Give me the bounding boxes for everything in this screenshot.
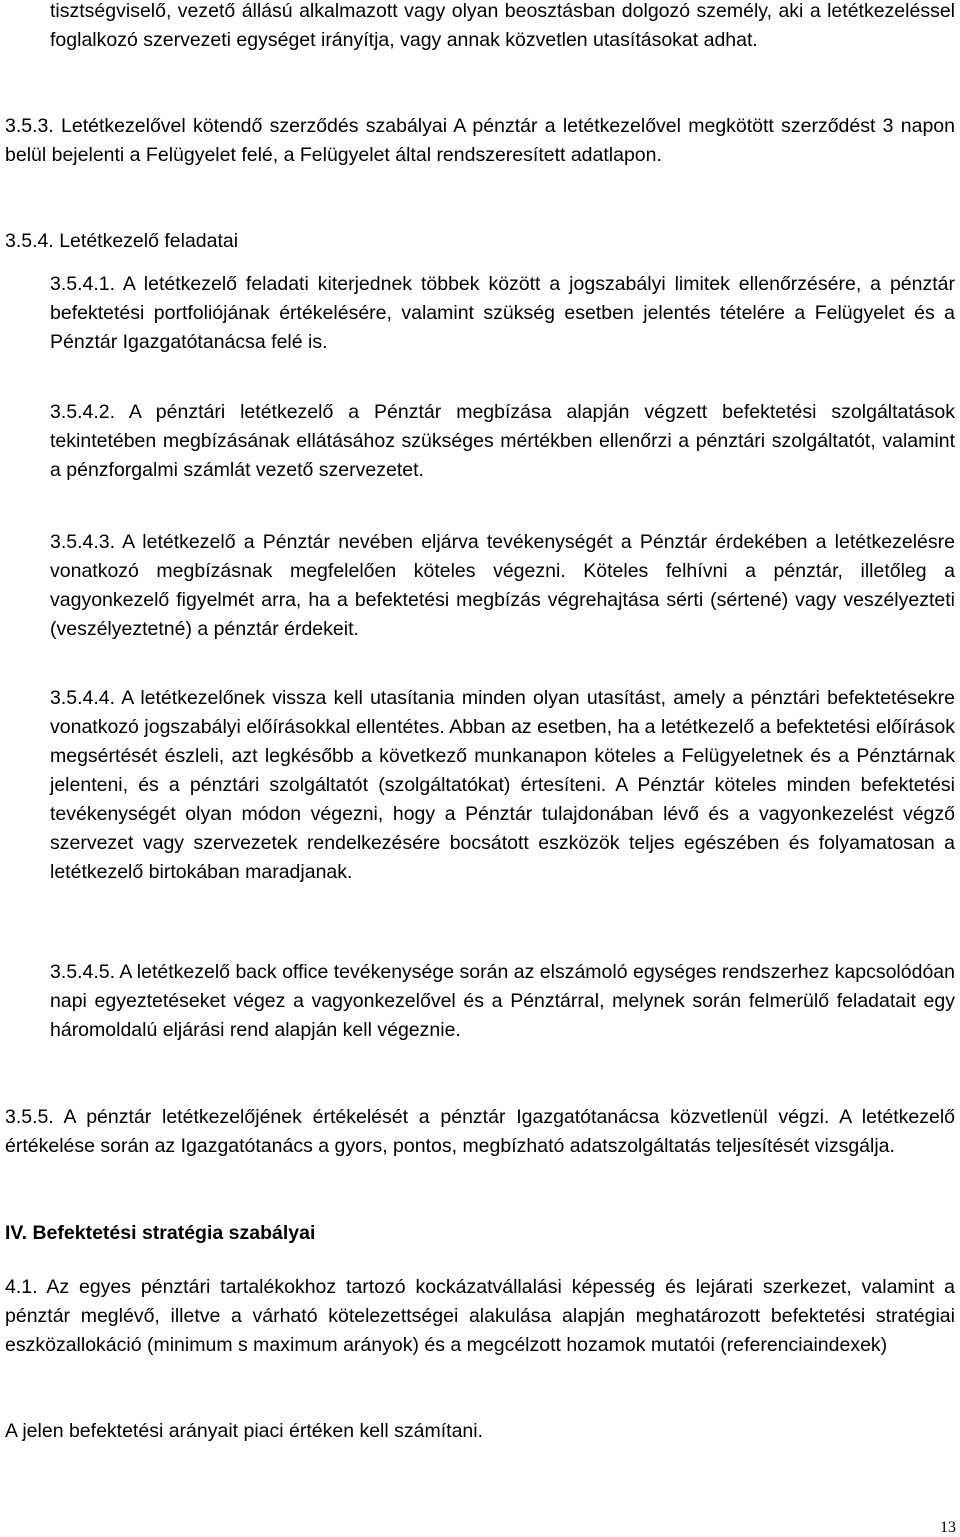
- section-title-3-5-4: 3.5.4. Letétkezelő feladatai: [5, 230, 239, 252]
- paragraph-3-5-5: 3.5.5. A pénztár letétkezelőjének értékelését a pénztár Igazgatótanácsa közvetlenül végzi. A letétkezelő értékelése során az Igazgatótanács a gyors, pontos, megbízható adatszolgáltatás teljesítését vizsgálja.: [5, 1106, 955, 1157]
- paragraph-3-5-4-3: 3.5.4.3. A letétkezelő a Pénztár nevében eljárva tevékenységét a Pénztár érdekében a letétkezelésre vonatkozó megbízásnak megfelelően köteles végezni. Köteles felhívni a pénztár, illetőleg a vagyonkezelő figyelmét arra, ha a befektetési megbízás végrehajtása sérti (sértené) vagy veszélyezteti (veszélyeztetné) a pénztár érdekeit.: [50, 531, 955, 640]
- paragraph-3-5-4-1: 3.5.4.1. A letétkezelő feladati kiterjednek többek között a jogszabályi limitek ellenőrzésére, a pénztár befektetési portfoliójának értékelésére, valamint szükség esetben jelentés tételére a Felügyelet és a Pénztár Igazgatótanácsa felé is.: [50, 273, 955, 353]
- page-number: 13: [940, 1519, 956, 1536]
- paragraph-3-5-4-4: 3.5.4.4. A letétkezelőnek vissza kell utasítania minden olyan utasítást, amely a pénztári befektetésekre vonatkozó jogszabályi előírásokkal ellentétes. Abban az esetben, ha a letétkezelő a befektetési előírások megsértését észleli, azt legkésőbb a következő munkanapon köteles a Felügyeletnek és a Pénztárnak jelenteni, és a pénztári szolgáltatót (szolgáltatókat) értesíteni. A Pénztár köteles minden befektetési tevékenységét olyan módon végezni, hogy a Pénztár tulajdonában lévő és a vagyonkezelést végző szervezet vagy szervezetek rendelkezésére bocsátott eszközök teljes egészében és folyamatosan a letétkezelő birtokában maradjanak.: [50, 687, 955, 883]
- paragraph-3-5-3: 3.5.3. Letétkezelővel kötendő szerződés szabályai A pénztár a letétkezelővel megkötött szerződést 3 napon belül bejelenti a Felügyelet felé, a Felügyelet által rendszeresített adatlapon.: [5, 115, 955, 166]
- paragraph-3-5-4-2: 3.5.4.2. A pénztári letétkezelő a Pénztár megbízása alapján végzett befektetési szolgáltatások tekintetében megbízásának ellátásához szükséges mértékben ellenőrzi a pénztári szolgáltatót, valamint a pénzforgalmi számlát vezető szervezetet.: [50, 401, 955, 481]
- paragraph-4-1: 4.1. Az egyes pénztári tartalékokhoz tartozó kockázatvállalási képesség és lejárati szerkezet, valamint a pénztár meglévő, illetve a várható kötelezettségei alakulása alapján meghatározott befektetési stratégiai eszközallokáció (minimum s maximum arányok) és a megcélzott hozamok mutatói (referenciaindexek): [5, 1276, 955, 1356]
- paragraph-intro-continuation: tisztségviselő, vezető állású alkalmazott vagy olyan beosztásban dolgozó személy, aki a letétkezeléssel foglalkozó szervezeti egységet irányítja, vagy annak közvetlen utasításokat adhat.: [50, 0, 955, 51]
- chapter-heading-iv: IV. Befektetési stratégia szabályai: [5, 1222, 316, 1244]
- paragraph-3-5-4-5: 3.5.4.5. A letétkezelő back office tevékenysége során az elszámoló egységes rendszerhez kapcsolódóan napi egyeztetéseket végez a vagyonkezelővel és a Pénztárral, melynek során felmerülő feladatait egy háromoldalú eljárási rend alapján kell végeznie.: [50, 961, 955, 1041]
- paragraph-4-1-market-value: A jelen befektetési arányait piaci értéken kell számítani.: [5, 1420, 484, 1442]
